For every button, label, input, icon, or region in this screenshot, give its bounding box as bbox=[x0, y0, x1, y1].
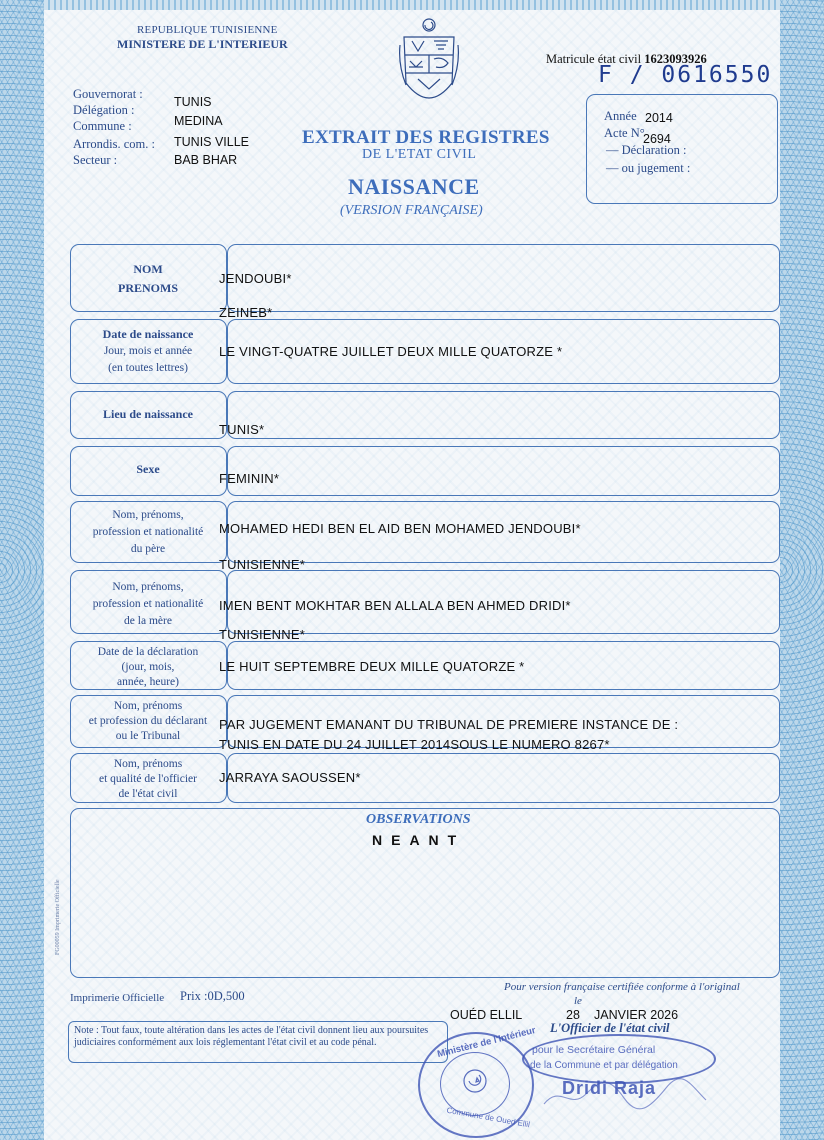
decl-label-1: Date de la déclaration bbox=[97, 646, 199, 658]
oval-stamp-line1: pour le Secrétaire Général bbox=[532, 1044, 656, 1056]
declarant-value-1: PAR JUGEMENT EMANANT DU TRIBUNAL DE PREMIERE INSTANCE DE : bbox=[219, 717, 679, 732]
officier-label-3: de l'état civil bbox=[118, 788, 178, 800]
price-value: 0D,500 bbox=[207, 989, 245, 1003]
dob-label-3: (en toutes lettres) bbox=[108, 362, 188, 374]
declaration-label: — Déclaration : bbox=[606, 143, 687, 157]
acte-value: 2694 bbox=[643, 132, 671, 146]
decorative-right-border bbox=[780, 0, 824, 1140]
annee-label: Année bbox=[604, 109, 637, 123]
signature-scribble-icon bbox=[540, 1074, 710, 1114]
serial-number: F / 0616550 bbox=[598, 62, 773, 88]
row-box-sexe-value bbox=[227, 446, 780, 496]
nom-label: NOM bbox=[133, 262, 163, 276]
republic-label: REPUBLIQUE TUNISIENNE bbox=[137, 24, 278, 36]
prenoms-label: PRENOMS bbox=[118, 281, 178, 295]
title-etat-civil: DE L'ETAT CIVIL bbox=[362, 147, 477, 162]
coat-of-arms-icon bbox=[398, 15, 460, 115]
declarant-label-3: ou le Tribunal bbox=[115, 730, 181, 742]
officier-label-2: et qualité de l'officier bbox=[99, 773, 197, 785]
decl-label-3: année, heure) bbox=[117, 676, 179, 688]
observations-title: OBSERVATIONS bbox=[366, 812, 471, 827]
row-box-nom-value bbox=[227, 244, 780, 312]
matricule-label: Matricule état civil bbox=[546, 52, 642, 66]
decorative-left-border bbox=[0, 0, 44, 1140]
officier-value: JARRAYA SAOUSSEN* bbox=[219, 770, 361, 785]
pere-label-1: Nom, prénoms, bbox=[112, 509, 184, 521]
secteur-value: BAB BHAR bbox=[174, 153, 238, 167]
secteur-label: Secteur : bbox=[73, 153, 118, 167]
delegation-label: Délégation : bbox=[73, 103, 135, 117]
issue-place: OUÉD ELLIL bbox=[450, 1008, 523, 1022]
pere-label-2: profession et nationalité bbox=[92, 526, 204, 538]
printer-label: Imprimerie Officielle bbox=[70, 992, 165, 1004]
matricule-value: 1623093926 bbox=[644, 52, 707, 66]
title-version: (VERSION FRANÇAISE) bbox=[340, 203, 483, 218]
mere-label-2: profession et nationalité bbox=[92, 598, 204, 610]
signature-name: Dridi Raja bbox=[562, 1078, 657, 1098]
arrondis-label: Arrondis. com. : bbox=[73, 137, 155, 151]
declarant-label-2: et profession du déclarant bbox=[88, 715, 208, 727]
round-stamp-bottom-text: Commune de Oued Ellil bbox=[445, 1105, 531, 1130]
issue-month-year: JANVIER 2026 bbox=[594, 1008, 679, 1022]
declarant-value-2: TUNIS EN DATE DU 24 JUILLET 2014SOUS LE NUMERO 8267* bbox=[219, 737, 610, 752]
observations-value: NEANT bbox=[372, 832, 466, 848]
title-extrait: EXTRAIT DES REGISTRES bbox=[302, 127, 550, 148]
commune-value: TUNIS VILLE bbox=[174, 135, 250, 149]
prenoms-value: ZEINEB* bbox=[219, 305, 273, 320]
mere-label-3: de la mère bbox=[124, 615, 172, 627]
round-stamp-emblem-icon bbox=[460, 1066, 490, 1096]
ministry-label: MINISTERE DE L'INTERIEUR bbox=[117, 37, 288, 51]
officer-title: L'Officier de l'état civil bbox=[550, 1021, 670, 1035]
decl-label-2: (jour, mois, bbox=[121, 661, 175, 673]
dob-label-2: Jour, mois et année bbox=[103, 345, 193, 357]
legal-note: Note : Tout faux, toute altération dans les actes de l'état civil donnent lieu aux poursuites judiciaires conformément aux lois réglementant l'état civil et au code pénal. bbox=[74, 1025, 429, 1048]
delegation-value: MEDINA bbox=[174, 114, 223, 128]
title-naissance: NAISSANCE bbox=[348, 174, 480, 199]
pere-nat-value: TUNISIENNE* bbox=[219, 557, 305, 572]
pere-nom-value: MOHAMED HEDI BEN EL AID BEN MOHAMED JENDOUBI* bbox=[219, 521, 581, 536]
jugement-label: — ou jugement : bbox=[606, 161, 691, 175]
pob-label: Lieu de naissance bbox=[102, 407, 193, 421]
commune-label: Commune : bbox=[73, 119, 132, 133]
dob-value: LE VINGT-QUATRE JUILLET DEUX MILLE QUATORZE * bbox=[219, 344, 563, 359]
le-label: le bbox=[574, 995, 582, 1007]
officier-label-1: Nom, prénoms bbox=[113, 758, 183, 770]
mere-nat-value: TUNISIENNE* bbox=[219, 627, 305, 642]
issue-day: 28 bbox=[566, 1008, 580, 1022]
mere-nom-value: IMEN BENT MOKHTAR BEN ALLALA BEN AHMED DRIDI* bbox=[219, 598, 571, 613]
annee-value: 2014 bbox=[645, 111, 673, 125]
decorative-top-border bbox=[0, 0, 824, 10]
dob-label-1: Date de naissance bbox=[102, 327, 194, 341]
declarant-label-1: Nom, prénoms bbox=[113, 700, 183, 712]
price bbox=[180, 989, 245, 1004]
nom-value: JENDOUBI* bbox=[219, 271, 292, 286]
mere-label-1: Nom, prénoms, bbox=[112, 581, 184, 593]
pere-label-3: du père bbox=[130, 543, 166, 555]
gouvernorat-label: Gouvernorat : bbox=[73, 87, 143, 101]
gouvernorat-value: TUNIS bbox=[174, 95, 212, 109]
side-print-code: FG00059 Imprimerie Officielle bbox=[55, 879, 61, 955]
decl-value: LE HUIT SEPTEMBRE DEUX MILLE QUATORZE * bbox=[219, 659, 525, 674]
price-label: Prix : bbox=[180, 989, 208, 1003]
sexe-value: FEMININ* bbox=[219, 471, 280, 486]
sexe-label: Sexe bbox=[136, 462, 160, 476]
round-stamp-top-text: Ministère de l'Intérieur bbox=[436, 1024, 537, 1061]
row-box-nom-label bbox=[70, 244, 227, 312]
pob-value: TUNIS* bbox=[219, 422, 265, 437]
oval-stamp-line2: de la Commune et par délégation bbox=[530, 1060, 678, 1071]
row-box-pob-value bbox=[227, 391, 780, 439]
certified-text: Pour version française certifiée conforme à l'original bbox=[504, 981, 740, 993]
acte-label: Acte N° bbox=[604, 126, 645, 140]
